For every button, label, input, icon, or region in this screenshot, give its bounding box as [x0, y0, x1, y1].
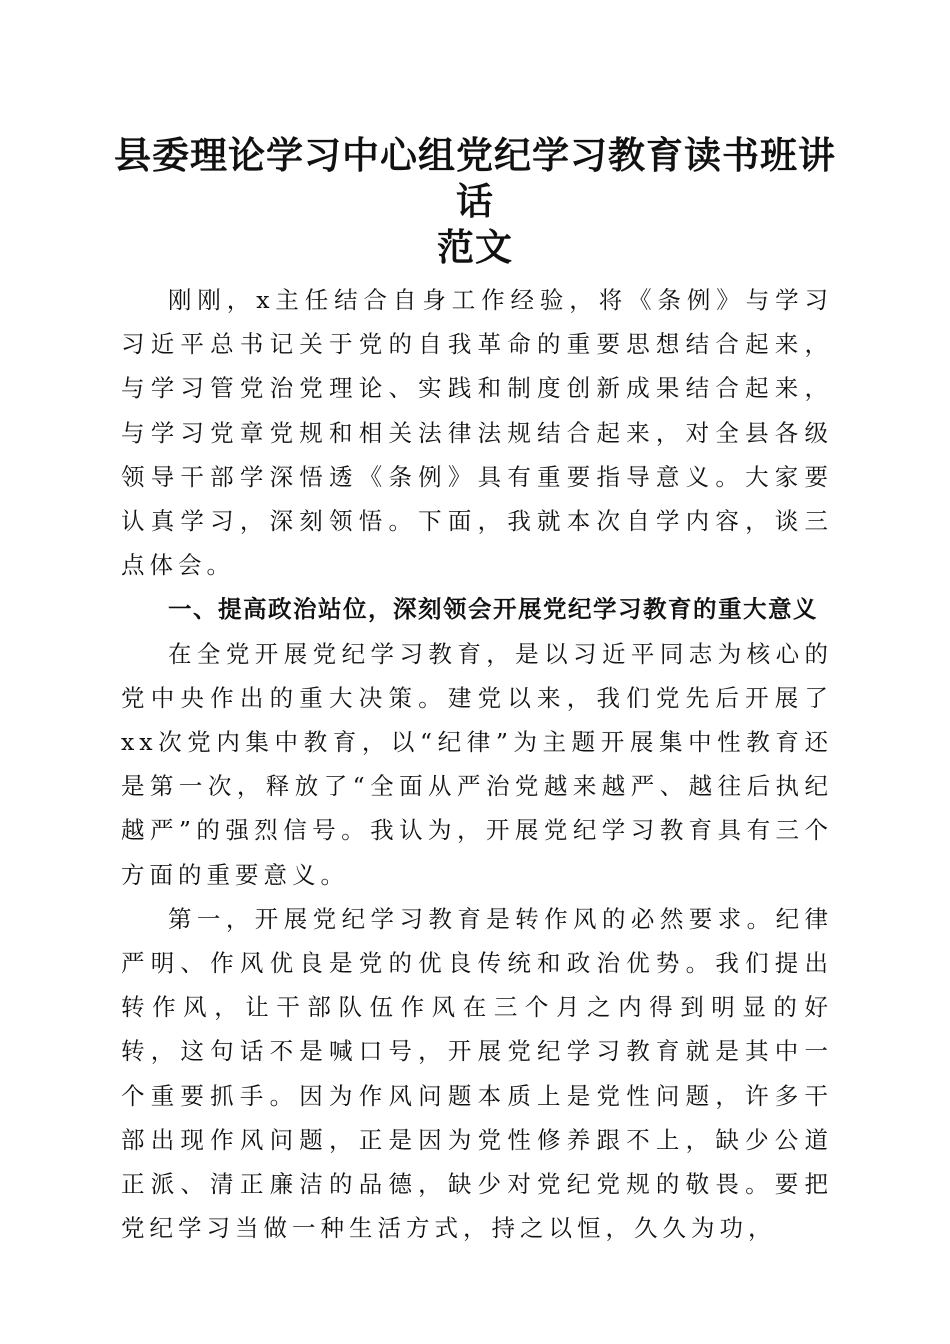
title-line-2: 范文: [437, 225, 513, 269]
document-body: [121, 278, 833, 1250]
paragraph-intro: 刚刚，x主任结合自身工作经验，将《条例》与学习习近平总书记关于党的自我革命的重要思想结合起来，与学习管党治党理论、实践和制度创新成果结合起来，与学习党章党规和相关法律法规结合起来，对全县各级领导干部学深悟透《条例》具有重要指导意义。大家要认真学习，深刻领悟。下面，我就本次自学内容，谈三点体会。: [121, 286, 833, 580]
title-line-1: 县委理论学习中心组党纪学习教育读书班讲话: [114, 133, 836, 223]
paragraph-first-point: 第一，开展党纪学习教育是转作风的必然要求。纪律严明、作风优良是党的优良传统和政治优势。我们提出转作风，让干部队伍作风在三个月之内得到明显的好转，这句话不是喊口号，开展党纪学习教育就是其中一个重要抓手。因为作风问题本质上是党性问题，许多干部出现作风问题，正是因为党性修养跟不上，缺少公道正派、清正廉洁的品德，缺少对党纪党规的敬畏。要把党纪学习当做一种生活方式，持之以恒，久久为功，: [121, 904, 833, 1243]
paragraph-significance: 在全党开展党纪学习教育，是以习近平同志为核心的党中央作出的重大决策。建党以来，我们党先后开展了xx次党内集中教育，以“纪律”为主题开展集中性教育还是第一次，释放了“全面从严治党越来越严、越往后执纪越严”的强烈信号。我认为，开展党纪学习教育具有三个方面的重要意义。: [121, 639, 833, 889]
section-heading-1: 一、提高政治站位，深刻领会开展党纪学习教育的重大意义: [168, 595, 818, 624]
document-title: [100, 132, 850, 270]
